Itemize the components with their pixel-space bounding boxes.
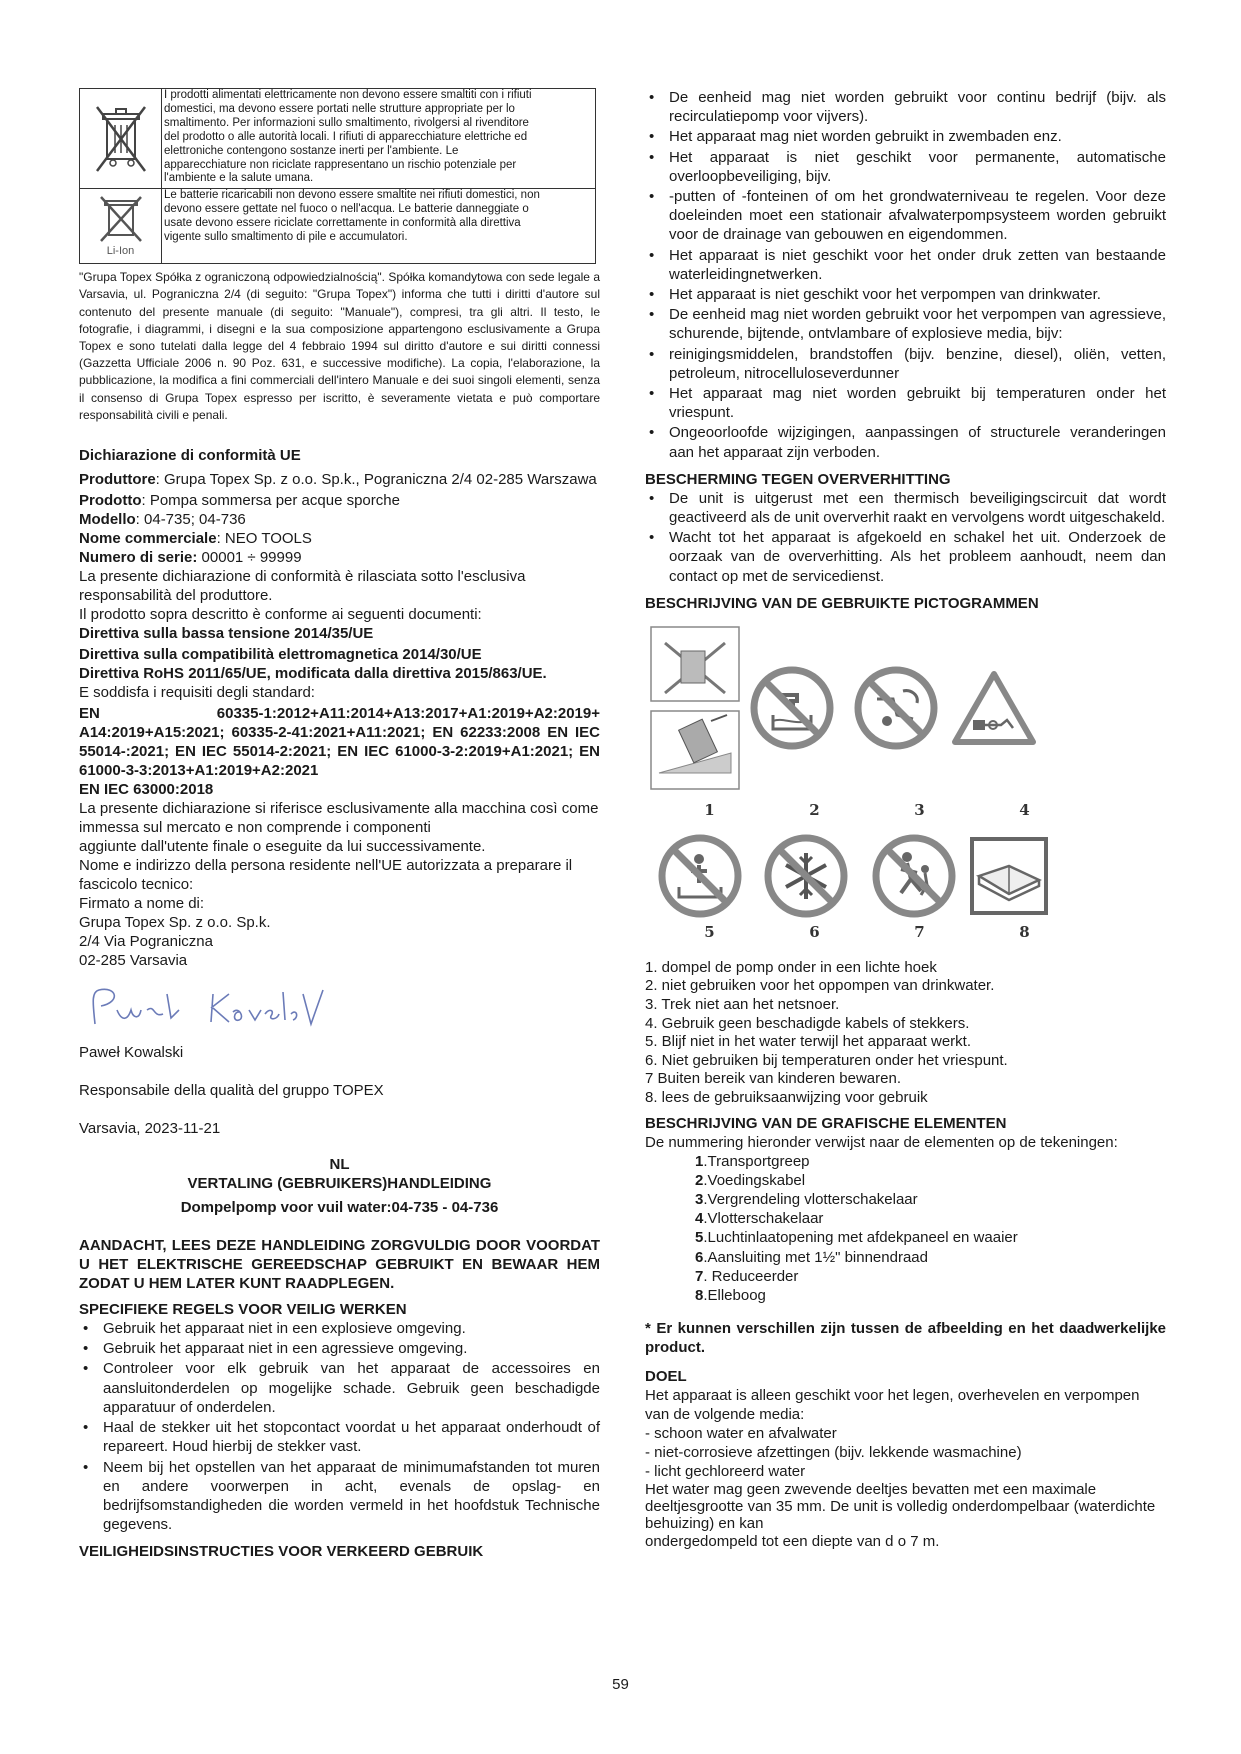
trade-name-label: Nome commerciale <box>79 530 217 548</box>
safety-item: • Neem bij het opstellen van het apparaat de minimumafstanden tot muren en andere voorwerpen in acht, evenals de opslag- en bedrijfsomstandigheden die worden vermeld in het hoofdstuk Technische gegevens. <box>79 1458 600 1535</box>
element-number: 4 <box>695 1210 704 1228</box>
element-item <box>695 1286 1166 1305</box>
pictogram-number: 3 <box>914 800 925 819</box>
standards-list: EN IEC 63000:2018 <box>79 781 214 799</box>
element-label: .Elleboog <box>703 1287 766 1305</box>
misuse-item: • Het apparaat is niet geschikt voor het onder druk zetten van bestaande waterleidingnetwerken. <box>645 246 1166 284</box>
safety-item: • Controleer voor elk gebruik van het apparaat de accessoires en aansluitonderdelen op mogelijke schade. Gebruik geen beschadigde apparatuur of onderdelen. <box>79 1359 600 1417</box>
pictogram-number: 1 <box>704 800 715 819</box>
weee-line: l'ambiente e la salute umana. <box>164 172 314 185</box>
goal-line: - schoon water en afvalwater <box>645 1425 837 1443</box>
battery-bin-icon <box>80 189 162 263</box>
safety-list <box>79 1319 600 1534</box>
element-label: .Vlotterschakelaar <box>703 1210 824 1228</box>
overheat-title: BESCHERMING TEGEN OVERVERHITTING <box>645 470 951 488</box>
left-column <box>79 88 600 1561</box>
element-label: .Vergrendeling vlotterschakelaar <box>703 1191 918 1209</box>
pictogram-numbers-row-1 <box>657 801 1077 819</box>
pictogram-legend-item: 1. dompel de pomp onder in een lichte hoek <box>645 958 937 976</box>
conformity-text: Firmato a nome di: <box>79 895 205 913</box>
directive: Direttiva sulla bassa tensione 2014/35/UE <box>79 625 374 643</box>
element-number: 1 <box>695 1152 704 1170</box>
elements-title: BESCHRIJVING VAN DE GRAFISCHE ELEMENTEN <box>645 1114 1007 1132</box>
no-freezing-icon <box>763 833 849 919</box>
goal-line: ondergedompeld tot een diepte van d o 7 m. <box>645 1533 940 1551</box>
no-pulling-cord-icon <box>853 665 939 751</box>
standards-list: EN 60335-1:2012+A11:2014+A13:2017+A1:2019+A2:2019+ A14:2019+A15:2021; 60335-2-41:2021+A11:2021; EN 62233:2008 EN IEC 55014-:2021; EN IEC 55014-2:2021; EN IEC 61000-3-2:2019+A1:2021; EN 61000-3-3:2013+A1:2019+A2:2021 <box>79 705 600 780</box>
safety-title: SPECIFIEKE REGELS VOOR VEILIG WERKEN <box>79 1301 407 1319</box>
weee-line: apparecchiature non riciclate rappresentano un rischio potenziale per <box>164 158 517 171</box>
address-line: 02-285 Varsavia <box>79 952 188 970</box>
no-drinking-water-icon <box>749 665 835 751</box>
directive: Direttiva RoHS 2011/65/UE, modificata dalla direttiva 2015/863/UE. <box>79 665 547 683</box>
misuse-title: VEILIGHEIDSINSTRUCTIES VOOR VERKEERD GEBRUIK <box>79 1543 484 1561</box>
overheat-list <box>645 489 1166 586</box>
pictogram-legend-item: 3. Trek niet aan het netsnoer. <box>645 996 840 1014</box>
pictogram-legend-item: 6. Niet gebruiken bij temperaturen onder het vriespunt. <box>645 1051 1008 1069</box>
misuse-item: • Het apparaat is niet geschikt voor het verpompen van drinkwater. <box>645 285 1166 304</box>
element-number: 7 <box>695 1267 704 1285</box>
pictogram-legend-item: 7 Buiten bereik van kinderen bewaren. <box>645 1070 901 1088</box>
misuse-item: • Het apparaat mag niet worden gebruikt bij temperaturen onder het vriespunt. <box>645 384 1166 422</box>
pump-angle-pictogram-icon <box>645 623 745 793</box>
misuse-item: • -putten of -fonteinen of om het grondwaterniveau te regelen. Voor deze doeleinden moet een stationair afvalwaterpompsysteem worden gebruikt voor de drainage van gebouwen en eigendommen. <box>645 187 1166 245</box>
element-number: 5 <box>695 1229 704 1247</box>
declaration-date: Varsavia, 2023-11-21 <box>79 1120 221 1138</box>
serial-value: 00001 ÷ 99999 <box>197 549 302 567</box>
product-value: : Pompa sommersa per acque sporche <box>141 492 400 510</box>
misuse-list <box>645 88 1166 462</box>
goal-text <box>645 1386 1166 1551</box>
element-label: . Reduceerder <box>703 1267 799 1285</box>
element-number: 3 <box>695 1191 704 1209</box>
product-difference-note: * Er kunnen verschillen zijn tussen de afbeelding en het daadwerkelijke product. <box>645 1320 1166 1357</box>
model-value: : 04-735; 04-736 <box>135 511 246 529</box>
pictogram-number: 6 <box>809 922 820 941</box>
pictogram-number: 8 <box>1019 922 1030 941</box>
pictogram-legend-item: 2. niet gebruiken voor het oppompen van drinkwater. <box>645 977 995 995</box>
element-label: .Voedingskabel <box>703 1171 806 1189</box>
pictogram-row-2 <box>657 833 1166 919</box>
misuse-item: • Het apparaat mag niet worden gebruikt in zwembaden enz. <box>645 127 1166 146</box>
manual-title: VERTALING (GEBRUIKERS)HANDLEIDING <box>187 1175 492 1193</box>
weee-text <box>162 89 532 188</box>
signatory-name: Paweł Kowalski <box>79 1044 184 1062</box>
weee-row <box>80 89 595 188</box>
pictogram-number: 2 <box>809 800 820 819</box>
goal-line: - licht gechloreerd water <box>645 1463 806 1481</box>
battery-row <box>80 188 595 263</box>
product-line <box>79 491 600 510</box>
right-column <box>645 88 1166 1551</box>
elements-list <box>695 1152 1166 1306</box>
element-number: 6 <box>695 1248 704 1266</box>
attention-notice: AANDACHT, LEES DEZE HANDLEIDING ZORGVULDIG DOOR VOORDAT U HET ELEKTRISCHE GEREEDSCHAP GEBRUIKT EN BEWAAR HEM ZODAT U HEM LATER KUNT RAADPLEGEN. <box>79 1237 600 1293</box>
pictogram-legend-item: 5. Blijf niet in het water terwijl het apparaat werkt. <box>645 1033 971 1051</box>
element-item <box>695 1171 1166 1190</box>
element-number: 2 <box>695 1171 704 1189</box>
battery-line: Le batterie ricaricabili non devono essere smaltite nei rifiuti domestici, non <box>164 189 540 202</box>
no-person-in-water-icon <box>657 833 743 919</box>
manual-subtitle: Dompelpomp voor vuil water:04-735 - 04-736 <box>180 1199 499 1217</box>
damaged-cable-warning-icon <box>949 668 1039 748</box>
directive: Direttiva sulla compatibilità elettromagnetica 2014/30/UE <box>79 646 482 664</box>
crossed-bin-icon <box>80 89 162 188</box>
safety-item: • Haal de stekker uit het stopcontact voordat u het apparaat onderhoudt of repareert. Houd hierbij de stekker vast. <box>79 1418 600 1456</box>
page-number: 59 <box>612 1676 629 1693</box>
producer-value: : Grupa Topex Sp. z o.o. Sp.k., Pograniczna 2/4 02-285 Warszawa <box>155 471 597 489</box>
pictogram-numbers-row-2 <box>657 923 1077 941</box>
pictogram-legend <box>645 959 1166 1108</box>
weee-line: smaltimento. Per informazioni sullo smaltimento, rivolgersi al rivenditore <box>164 116 529 129</box>
pictogram-title: BESCHRIJVING VAN DE GEBRUIKTE PICTOGRAMMEN <box>645 594 1039 612</box>
battery-line: devono essere gettate nel fuoco o nell'acqua. Le batterie danneggiate o <box>164 203 529 216</box>
goal-title: DOEL <box>645 1368 687 1386</box>
pictogram-legend-item: 8. lees de gebruiksaanwijzing voor gebruik <box>645 1089 928 1107</box>
conformity-text: Il prodotto sopra descritto è conforme ai seguenti documenti: <box>79 606 482 624</box>
goal-line: Het apparaat is alleen geschikt voor het legen, overhevelen en verpompen van de volgende media: <box>645 1387 1140 1424</box>
conformity-title: Dichiarazione di conformità UE <box>79 447 301 465</box>
element-item <box>695 1248 1166 1267</box>
battery-line: usate devono essere riciclate correttamente in conformità alla direttiva <box>164 217 521 230</box>
product-label: Prodotto <box>79 492 142 510</box>
element-label: .Aansluiting met 1½" binnendraad <box>703 1248 928 1266</box>
read-manual-icon <box>969 836 1049 916</box>
nl-header <box>79 1155 600 1293</box>
conformity-declaration <box>79 446 600 1138</box>
element-label: .Transportgreep <box>703 1152 810 1170</box>
overheat-item: • De unit is uitgerust met een thermisch beveiligingscircuit dat wordt geactiveerd als de unit oververhit raakt en vervolgens wordt uitgeschakeld. <box>645 489 1166 527</box>
element-item <box>695 1190 1166 1209</box>
goal-line: Het water mag geen zwevende deeltjes bevatten met een maximale deeltjesgrootte van 35 mm. De unit is volledig onderdompelbaar (waterdichte behuizing) en kan <box>645 1481 1156 1533</box>
producer-label: Produttore <box>79 471 156 489</box>
signatory-role: Responsabile della qualità del gruppo TOPEX <box>79 1082 384 1100</box>
li-ion-label: Li-Ion <box>106 245 135 258</box>
element-item <box>695 1209 1166 1228</box>
address-line: Grupa Topex Sp. z o.o. Sp.k. <box>79 914 271 932</box>
misuse-item: • Het apparaat is niet geschikt voor permanente, automatische overloopbeveiliging, bijv. <box>645 148 1166 186</box>
weee-line: elettroniche contengono sostanze inerti per l'ambiente. Le <box>164 144 459 157</box>
pictogram-number: 4 <box>1019 800 1030 819</box>
conformity-text: E soddisfa i requisiti degli standard: <box>79 684 315 702</box>
battery-line: vigente sullo smaltimento di pile e accumulatori. <box>164 231 408 244</box>
misuse-item: • De eenheid mag niet worden gebruikt voor continu bedrijf (bijv. als recirculatiepomp voor vijvers). <box>645 88 1166 126</box>
pictogram-number: 7 <box>914 922 925 941</box>
copyright-notice: "Grupa Topex Spółka z ograniczoną odpowiedzialnością". Spółka komandytowa con sede legale a Varsavia, ul. Pograniczna 2/4 (di seguito: "Grupa Topex") informa che tutti i diritti d'autore sul contenuto del presente manuale (di seguito: "Manuale"), compresi, tra gli altri. Il testo, le fotografie, i diagrammi, i disegni e la sua composizione appartengono esclusivamente a Grupa Topex e sono tutelati dalla legge del 4 febbraio 1994 sul diritto d'autore e sui diritti connessi (Gazzetta Ufficiale 2006 n. 90 Poz. 631, e successive modifiche). La copia, l'elaborazione, la pubblicazione, la modifica a fini commerciali dell'intero Manuale e dei suoi singoli elementi, senza il consenso di Grupa Topex espresso per iscritto, è severamente vietata e può comportare responsabilità civili e penali. <box>79 270 600 422</box>
safety-item: • Gebruik het apparaat niet in een explosieve omgeving. <box>79 1319 600 1338</box>
pictogram-row-1 <box>645 623 1166 793</box>
model-label: Modello <box>79 511 136 529</box>
element-number: 8 <box>695 1287 704 1305</box>
conformity-text: Nome e indirizzo della persona residente nell'UE autorizzata a preparare il fascicolo tecnico: <box>79 857 573 894</box>
misuse-item: • De eenheid mag niet worden gebruikt voor het verpompen van agressieve, schurende, bijtende, ontvlambare of explosieve media, bijv: <box>645 305 1166 343</box>
disposal-table <box>79 88 596 264</box>
battery-text <box>162 189 540 263</box>
element-label: .Luchtinlaatopening met afdekpaneel en waaier <box>703 1229 1018 1247</box>
address-line: 2/4 Via Pograniczna <box>79 933 213 951</box>
weee-line: I prodotti alimentati elettricamente non devono essere smaltiti con i rifiuti <box>164 89 532 101</box>
misuse-item: • reinigingsmiddelen, brandstoffen (bijv. benzine, diesel), oliën, vetten, petroleum, nitrocelluloseverdunner <box>645 345 1166 383</box>
trade-name-line <box>79 529 600 548</box>
weee-line: domestici, ma devono essere portati nelle strutture appropriate per lo <box>164 102 515 115</box>
element-item <box>695 1228 1166 1247</box>
conformity-text: La presente dichiarazione si riferisce esclusivamente alla macchina così come immessa sul mercato e non comprende i componenti <box>79 800 599 837</box>
handwritten-signature <box>83 984 600 1035</box>
trade-name-value: : NEO TOOLS <box>216 530 312 548</box>
misuse-item: • Ongeoorloofde wijzigingen, aanpassingen of structurele veranderingen aan het apparaat zijn verboden. <box>645 423 1166 461</box>
conformity-text: La presente dichiarazione di conformità è rilasciata sotto l'esclusiva responsabilità del produttore. <box>79 568 526 605</box>
elements-intro: De nummering hieronder verwijst naar de elementen op de tekeningen: <box>645 1133 1118 1151</box>
serial-label: Numero di serie: <box>79 549 198 567</box>
goal-line: - niet-corrosieve afzettingen (bijv. lekkende wasmachine) <box>645 1444 1022 1462</box>
overheat-item: • Wacht tot het apparaat is afgekoeld en schakel het uit. Onderzoek de oorzaak van de oververhitting. Als het probleem aanhoudt, neem dan contact op met de servicedienst. <box>645 528 1166 586</box>
language-code: NL <box>329 1156 350 1174</box>
safety-item: • Gebruik het apparaat niet in een agressieve omgeving. <box>79 1339 600 1358</box>
conformity-text: aggiunte dall'utente finale o eseguite da lui successivamente. <box>79 838 486 856</box>
keep-away-children-icon <box>871 833 957 919</box>
element-item <box>695 1152 1166 1171</box>
model-line <box>79 510 600 529</box>
pictogram-legend-item: 4. Gebruik geen beschadigde kabels of stekkers. <box>645 1014 970 1032</box>
element-item <box>695 1267 1166 1286</box>
weee-line: del prodotto o alle autorità locali. I rifiuti di apparecchiature elettriche ed <box>164 130 528 143</box>
pictogram-number: 5 <box>704 922 715 941</box>
serial-line <box>79 548 600 567</box>
producer-line <box>79 470 600 489</box>
